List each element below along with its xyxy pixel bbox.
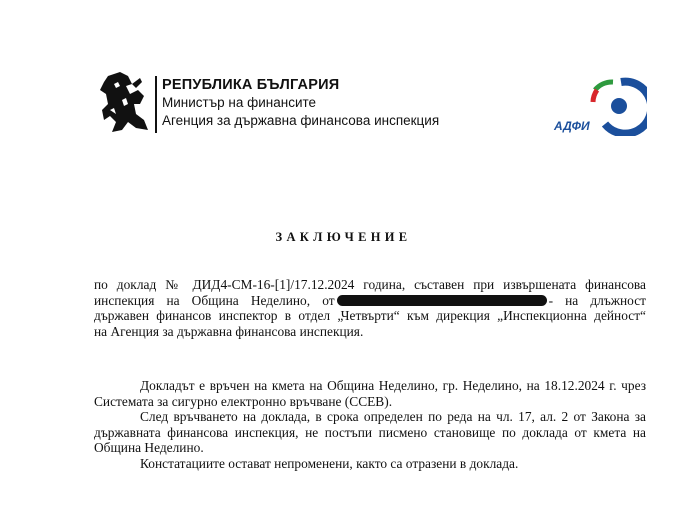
header-title: РЕПУБЛИКА БЪЛГАРИЯ [162, 77, 340, 93]
logo-text: АДФИ [554, 119, 590, 133]
intro-paragraph [94, 277, 646, 339]
intro-line-4: на Агенция за държавна финансова инспекция. [94, 323, 364, 339]
header-text [162, 76, 439, 130]
header-agency: Агенция за държавна финансова инспекция [162, 113, 440, 128]
body-line-2: Системата за сигурно електронно връчване (ССЕВ). [94, 393, 393, 409]
intro-line-1: по доклад № ДИД4-СМ-16-[1]/17.12.2024 година, съставен при извършената финансова [94, 277, 646, 292]
header-divider [155, 76, 157, 133]
lion-coat-of-arms-icon [96, 70, 152, 136]
body-line-4: държавната финансова инспекция, не постъпи писмено становище по доклада от кмета на [94, 424, 646, 440]
redacted-name [337, 295, 547, 306]
body-line-1: Докладът е връчен на кмета на Община Неделино, гр. Неделино, на 18.12.2024 г. чрез [140, 378, 646, 393]
intro-line-2: инспекция на Община Неделино, от - на длъжност [94, 292, 646, 308]
body-line-3: След връчването на доклада, в срока определен по реда на чл. 17, ал. 2 от Закона за [140, 409, 646, 424]
body-line-6: Констатациите остават непроменени, както са отразени в доклада. [140, 455, 519, 471]
body-paragraphs [94, 378, 646, 471]
body-line-5: Община Неделино. [94, 440, 204, 455]
header-ministry: Министър на финансите [162, 95, 317, 110]
intro-line-3: държавен финансов инспектор в отдел „Четвърти“ към дирекция „Инспекционна дейност“ [94, 308, 646, 323]
document-title: ЗАКЛЮЧЕНИЕ [275, 230, 412, 244]
